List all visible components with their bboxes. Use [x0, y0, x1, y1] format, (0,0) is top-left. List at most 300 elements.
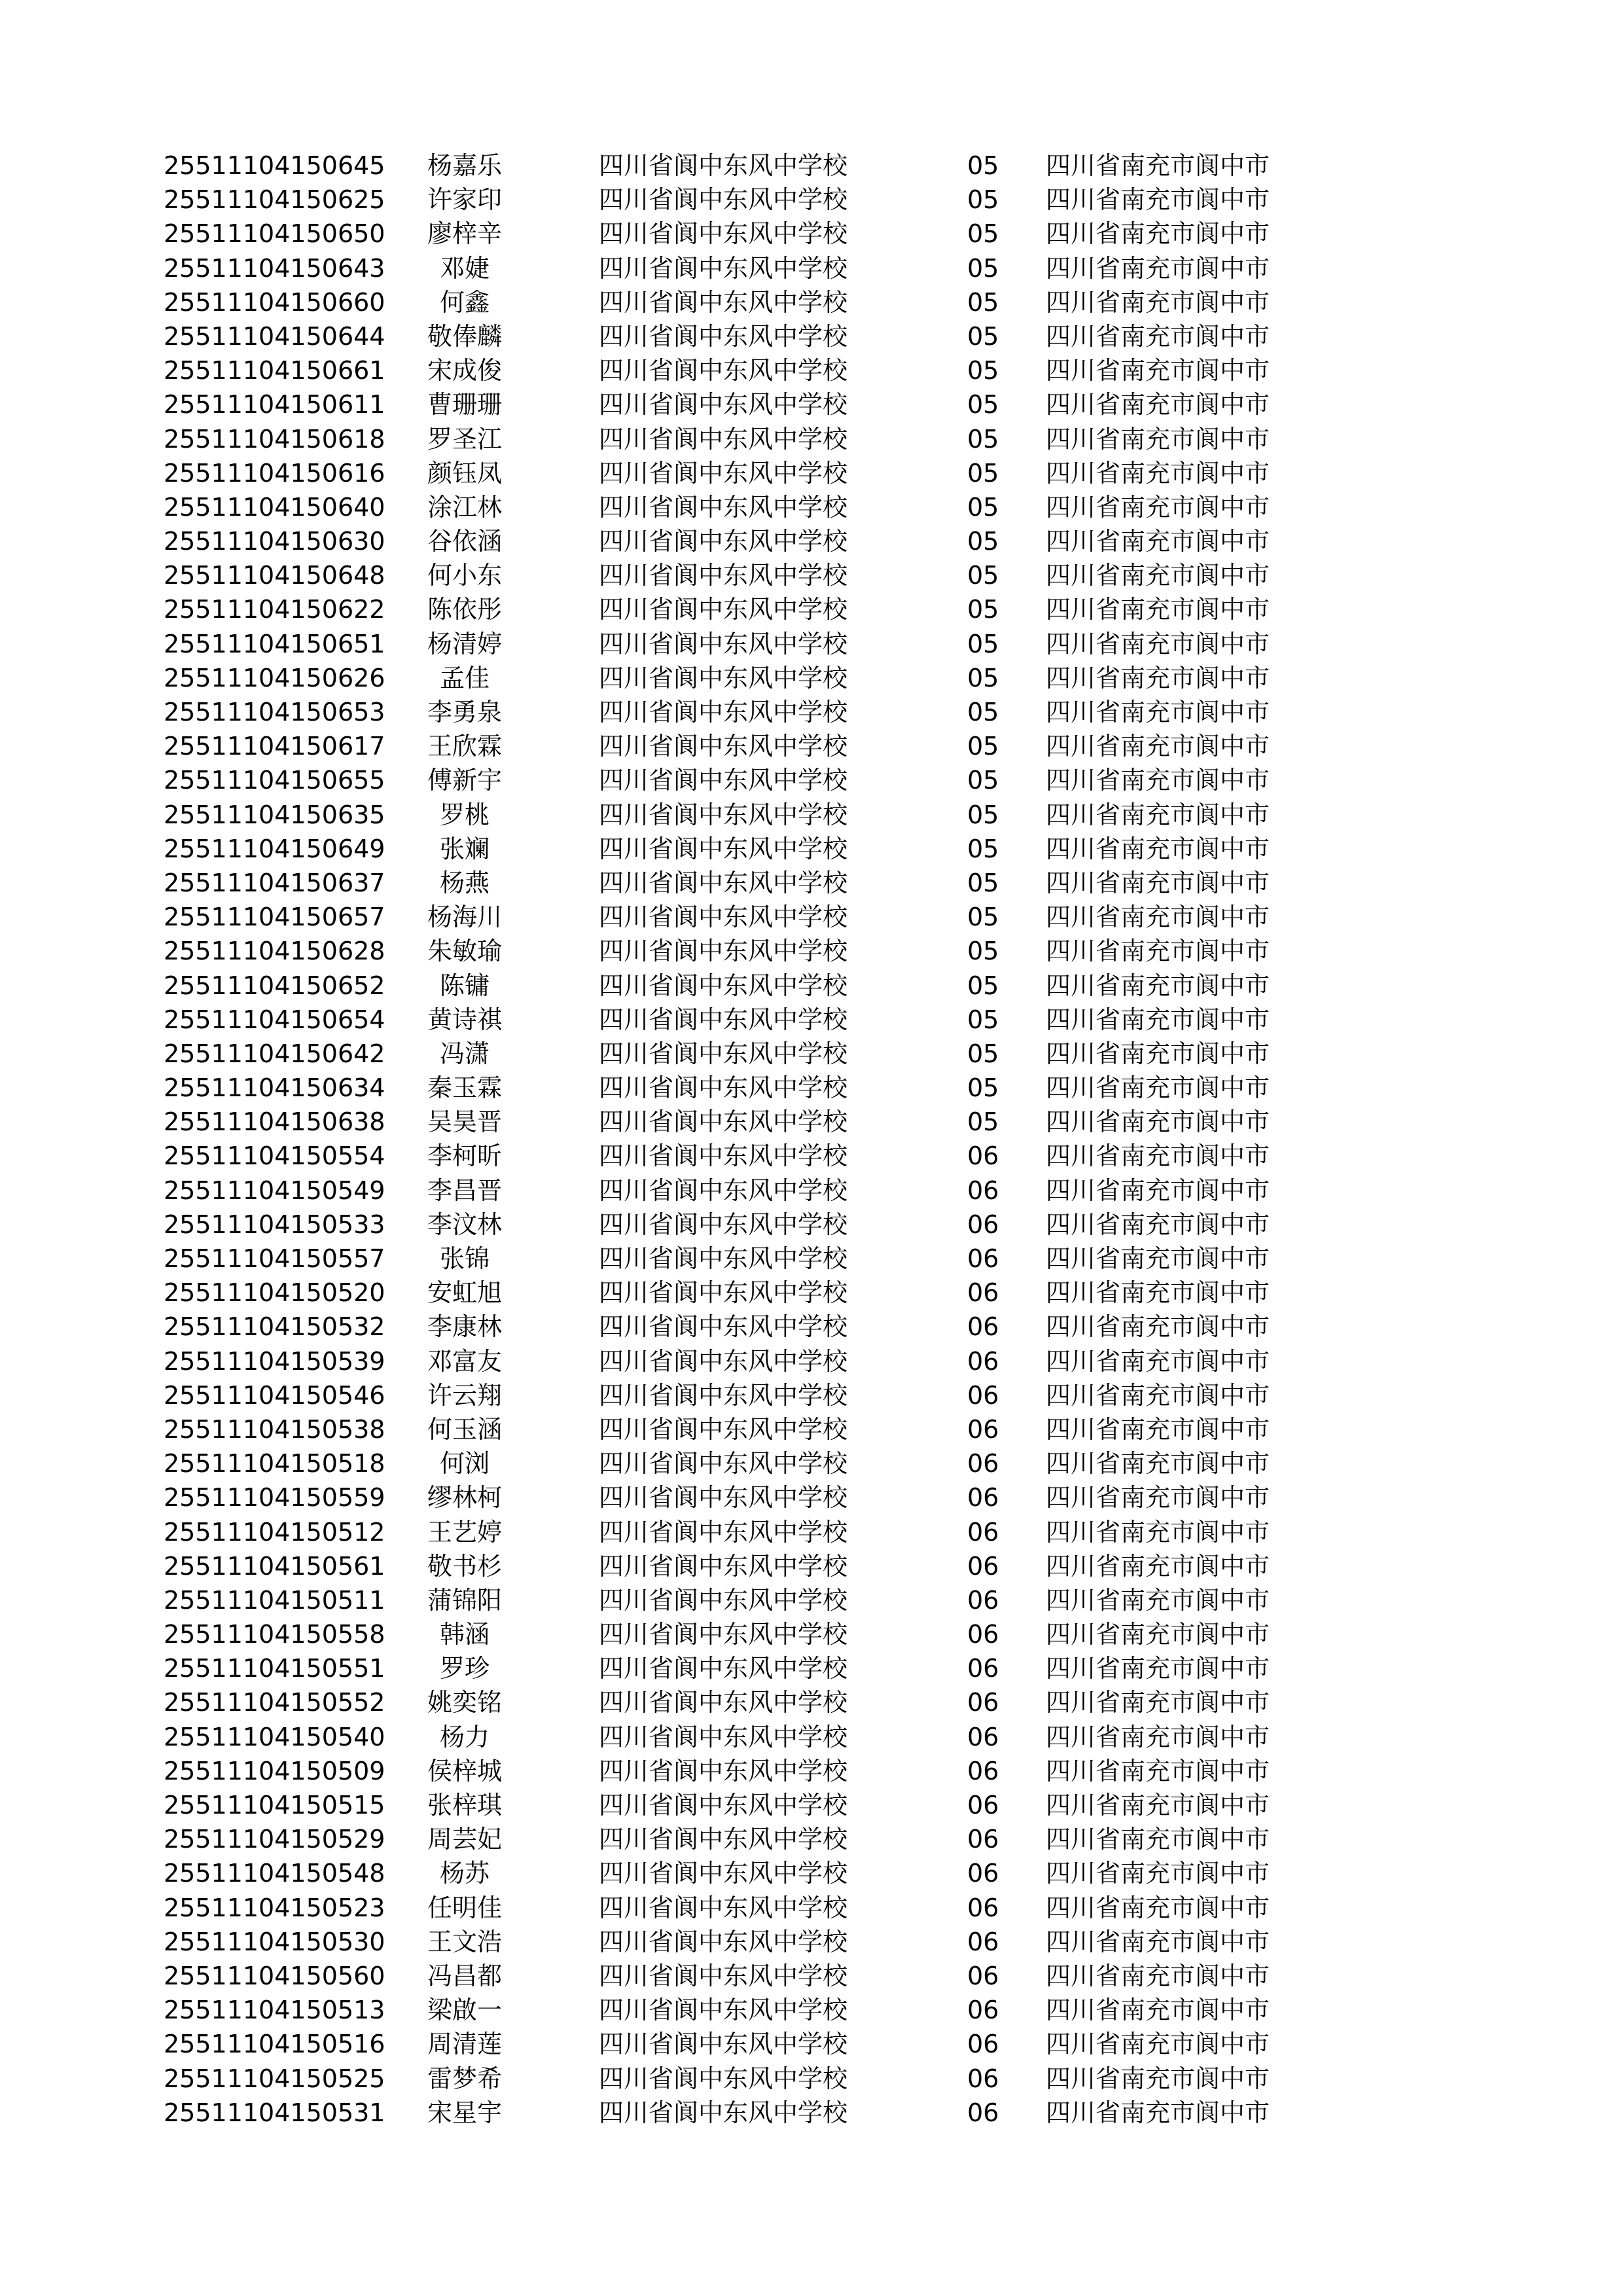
table-row	[0, 2027, 1623, 2061]
school-name-cell: 四川省阆中东风中学校	[599, 2030, 848, 2059]
class-number-cell: 06	[967, 1244, 999, 1273]
class-number-cell: 06	[967, 1141, 999, 1171]
region-cell: 四川省南充市阆中市	[1046, 1756, 1270, 1785]
class-number-cell: 06	[967, 1449, 999, 1479]
class-number-cell: 05	[967, 458, 999, 488]
table-row	[0, 1993, 1623, 2027]
region-cell: 四川省南充市阆中市	[1046, 1961, 1270, 1990]
student-name-cell: 罗珍	[439, 1654, 490, 1683]
school-name-cell: 四川省阆中东风中学校	[599, 1073, 848, 1103]
school-name-cell: 四川省阆中东风中学校	[599, 1722, 848, 1751]
class-number-cell: 05	[967, 527, 999, 556]
student-list-table	[0, 149, 1623, 2130]
table-row	[0, 319, 1623, 353]
region-cell: 四川省南充市阆中市	[1046, 1688, 1270, 1717]
student-name-cell: 张斓	[439, 834, 490, 863]
school-name-cell: 四川省阆中东风中学校	[599, 1688, 848, 1717]
student-name-cell: 安虹旭	[427, 1278, 502, 1308]
table-row	[0, 1583, 1623, 1617]
school-name-cell: 四川省阆中东风中学校	[599, 1825, 848, 1854]
student-name-cell: 何小东	[427, 561, 502, 590]
candidate-id-cell: 25511104150559	[164, 1483, 385, 1513]
student-name-cell: 敬俸麟	[427, 321, 502, 351]
region-cell: 四川省南充市阆中市	[1046, 1346, 1270, 1376]
candidate-id-cell: 25511104150549	[164, 1175, 385, 1205]
student-name-cell: 侯梓城	[427, 1756, 502, 1785]
school-name-cell: 四川省阆中东风中学校	[599, 1791, 848, 1820]
student-name-cell: 谷依涵	[427, 527, 502, 556]
candidate-id-cell: 25511104150551	[164, 1654, 385, 1683]
candidate-id-cell: 25511104150640	[164, 492, 385, 522]
student-name-cell: 宋星宇	[427, 2098, 502, 2127]
school-name-cell: 四川省阆中东风中学校	[599, 1893, 848, 1922]
school-name-cell: 四川省阆中东风中学校	[599, 287, 848, 317]
class-number-cell: 06	[967, 1414, 999, 1444]
table-row	[0, 900, 1623, 934]
class-number-cell: 06	[967, 1961, 999, 1990]
student-name-cell: 姚奕铭	[427, 1688, 502, 1717]
region-cell: 四川省南充市阆中市	[1046, 732, 1270, 761]
class-number-cell: 05	[967, 185, 999, 215]
region-cell: 四川省南充市阆中市	[1046, 1380, 1270, 1410]
region-cell: 四川省南充市阆中市	[1046, 390, 1270, 420]
class-number-cell: 06	[967, 1756, 999, 1785]
table-row	[0, 1344, 1623, 1378]
class-number-cell: 05	[967, 766, 999, 795]
region-cell: 四川省南充市阆中市	[1046, 1927, 1270, 1956]
region-cell: 四川省南充市阆中市	[1046, 1039, 1270, 1068]
table-row	[0, 1446, 1623, 1480]
class-number-cell: 05	[967, 356, 999, 386]
class-number-cell: 05	[967, 321, 999, 351]
student-name-cell: 朱敏瑜	[427, 937, 502, 966]
student-name-cell: 许云翔	[427, 1380, 502, 1410]
table-row	[0, 251, 1623, 285]
candidate-id-cell: 25511104150643	[164, 253, 385, 283]
region-cell: 四川省南充市阆中市	[1046, 698, 1270, 726]
table-row	[0, 2062, 1623, 2096]
region-cell: 四川省南充市阆中市	[1046, 1791, 1270, 1820]
region-cell: 四川省南充市阆中市	[1046, 595, 1270, 624]
candidate-id-cell: 25511104150560	[164, 1961, 385, 1990]
student-name-cell: 何浏	[439, 1449, 490, 1479]
school-name-cell: 四川省阆中东风中学校	[599, 1859, 848, 1888]
class-number-cell: 05	[967, 971, 999, 1000]
student-name-cell: 王欣霖	[427, 732, 502, 761]
table-row	[0, 934, 1623, 968]
student-name-cell: 张梓琪	[427, 1791, 502, 1820]
candidate-id-cell: 25511104150653	[164, 698, 385, 726]
candidate-id-cell: 25511104150657	[164, 903, 385, 932]
school-name-cell: 四川省阆中东风中学校	[599, 971, 848, 1000]
region-cell: 四川省南充市阆中市	[1046, 800, 1270, 829]
student-name-cell: 罗圣江	[427, 424, 502, 454]
table-row	[0, 1003, 1623, 1037]
candidate-id-cell: 25511104150548	[164, 1859, 385, 1888]
class-number-cell: 05	[967, 800, 999, 829]
school-name-cell: 四川省阆中东风中学校	[599, 1551, 848, 1581]
school-name-cell: 四川省阆中东风中学校	[599, 1039, 848, 1068]
region-cell: 四川省南充市阆中市	[1046, 492, 1270, 522]
region-cell: 四川省南充市阆中市	[1046, 321, 1270, 351]
class-number-cell: 06	[967, 1791, 999, 1820]
class-number-cell: 06	[967, 1517, 999, 1547]
table-row	[0, 1720, 1623, 1754]
class-number-cell: 06	[967, 1825, 999, 1854]
student-name-cell: 陈依彤	[427, 595, 502, 624]
school-name-cell: 四川省阆中东风中学校	[599, 1654, 848, 1683]
region-cell: 四川省南充市阆中市	[1046, 287, 1270, 317]
student-name-cell: 周清莲	[427, 2030, 502, 2059]
region-cell: 四川省南充市阆中市	[1046, 1073, 1270, 1103]
student-name-cell: 雷梦希	[427, 2064, 502, 2093]
class-number-cell: 05	[967, 834, 999, 863]
school-name-cell: 四川省阆中东风中学校	[599, 458, 848, 488]
school-name-cell: 四川省阆中东风中学校	[599, 937, 848, 966]
school-name-cell: 四川省阆中东风中学校	[599, 151, 848, 180]
student-name-cell: 邓富友	[427, 1346, 502, 1376]
region-cell: 四川省南充市阆中市	[1046, 1825, 1270, 1854]
class-number-cell: 05	[967, 595, 999, 624]
school-name-cell: 四川省阆中东风中学校	[599, 732, 848, 761]
candidate-id-cell: 25511104150648	[164, 561, 385, 590]
student-name-cell: 梁啟一	[427, 1996, 502, 2025]
table-row	[0, 969, 1623, 1003]
class-number-cell: 06	[967, 1927, 999, 1956]
table-row	[0, 1891, 1623, 1925]
student-name-cell: 杨清婷	[427, 629, 502, 658]
class-number-cell: 05	[967, 424, 999, 454]
class-number-cell: 06	[967, 1278, 999, 1308]
class-number-cell: 05	[967, 492, 999, 522]
candidate-id-cell: 25511104150552	[164, 1688, 385, 1717]
student-name-cell: 廖梓辛	[427, 219, 502, 249]
candidate-id-cell: 25511104150634	[164, 1073, 385, 1103]
student-name-cell: 何玉涵	[427, 1414, 502, 1444]
table-row	[0, 1651, 1623, 1685]
table-row	[0, 1412, 1623, 1446]
region-cell: 四川省南充市阆中市	[1046, 219, 1270, 249]
table-row	[0, 1310, 1623, 1344]
class-number-cell: 05	[967, 868, 999, 897]
candidate-id-cell: 25511104150538	[164, 1414, 385, 1444]
class-number-cell: 06	[967, 1620, 999, 1649]
table-row	[0, 1549, 1623, 1583]
region-cell: 四川省南充市阆中市	[1046, 1893, 1270, 1922]
student-name-cell: 李汶林	[427, 1210, 502, 1239]
table-row	[0, 1037, 1623, 1071]
class-number-cell: 06	[967, 2030, 999, 2059]
table-row	[0, 1515, 1623, 1549]
candidate-id-cell: 25511104150529	[164, 1825, 385, 1854]
student-name-cell: 李昌晋	[427, 1175, 502, 1205]
student-name-cell: 杨力	[439, 1722, 490, 1751]
candidate-id-cell: 25511104150661	[164, 356, 385, 386]
region-cell: 四川省南充市阆中市	[1046, 766, 1270, 795]
school-name-cell: 四川省阆中东风中学校	[599, 1244, 848, 1273]
table-row	[0, 1925, 1623, 1959]
school-name-cell: 四川省阆中东风中学校	[599, 903, 848, 932]
table-row	[0, 1617, 1623, 1651]
class-number-cell: 05	[967, 629, 999, 658]
school-name-cell: 四川省阆中东风中学校	[599, 2098, 848, 2127]
class-number-cell: 05	[967, 1073, 999, 1103]
table-row	[0, 490, 1623, 524]
candidate-id-cell: 25511104150554	[164, 1141, 385, 1171]
table-row	[0, 832, 1623, 866]
class-number-cell: 05	[967, 1005, 999, 1034]
region-cell: 四川省南充市阆中市	[1046, 1107, 1270, 1137]
candidate-id-cell: 25511104150616	[164, 458, 385, 488]
table-row	[0, 1685, 1623, 1719]
table-row	[0, 1105, 1623, 1139]
region-cell: 四川省南充市阆中市	[1046, 1620, 1270, 1649]
table-row	[0, 387, 1623, 422]
class-number-cell: 06	[967, 2064, 999, 2093]
school-name-cell: 四川省阆中东风中学校	[599, 561, 848, 590]
student-name-cell: 秦玉霖	[427, 1073, 502, 1103]
candidate-id-cell: 25511104150509	[164, 1756, 385, 1785]
candidate-id-cell: 25511104150531	[164, 2098, 385, 2127]
candidate-id-cell: 25511104150557	[164, 1244, 385, 1273]
school-name-cell: 四川省阆中东风中学校	[599, 834, 848, 863]
table-row	[0, 695, 1623, 729]
candidate-id-cell: 25511104150626	[164, 663, 385, 692]
region-cell: 四川省南充市阆中市	[1046, 1859, 1270, 1888]
region-cell: 四川省南充市阆中市	[1046, 1551, 1270, 1581]
table-row	[0, 866, 1623, 900]
student-name-cell: 任明佳	[427, 1893, 502, 1922]
student-name-cell: 罗桃	[439, 800, 490, 829]
candidate-id-cell: 25511104150618	[164, 424, 385, 454]
school-name-cell: 四川省阆中东风中学校	[599, 800, 848, 829]
school-name-cell: 四川省阆中东风中学校	[599, 1517, 848, 1547]
table-row	[0, 353, 1623, 387]
class-number-cell: 05	[967, 732, 999, 761]
school-name-cell: 四川省阆中东风中学校	[599, 1756, 848, 1785]
school-name-cell: 四川省阆中东风中学校	[599, 1346, 848, 1376]
school-name-cell: 四川省阆中东风中学校	[599, 185, 848, 215]
table-row	[0, 524, 1623, 558]
candidate-id-cell: 25511104150533	[164, 1210, 385, 1239]
region-cell: 四川省南充市阆中市	[1046, 937, 1270, 966]
student-name-cell: 李勇泉	[427, 698, 502, 726]
school-name-cell: 四川省阆中东风中学校	[599, 1961, 848, 1990]
candidate-id-cell: 25511104150654	[164, 1005, 385, 1034]
candidate-id-cell: 25511104150525	[164, 2064, 385, 2093]
class-number-cell: 06	[967, 2098, 999, 2127]
school-name-cell: 四川省阆中东风中学校	[599, 1927, 848, 1956]
student-name-cell: 敬书杉	[427, 1551, 502, 1581]
region-cell: 四川省南充市阆中市	[1046, 1449, 1270, 1479]
table-row	[0, 1276, 1623, 1310]
table-row	[0, 2096, 1623, 2130]
school-name-cell: 四川省阆中东风中学校	[599, 219, 848, 249]
school-name-cell: 四川省阆中东风中学校	[599, 1483, 848, 1513]
candidate-id-cell: 25511104150651	[164, 629, 385, 658]
student-name-cell: 陈镛	[439, 971, 490, 1000]
region-cell: 四川省南充市阆中市	[1046, 1278, 1270, 1308]
class-number-cell: 05	[967, 561, 999, 590]
candidate-id-cell: 25511104150539	[164, 1346, 385, 1376]
table-row	[0, 217, 1623, 251]
region-cell: 四川省南充市阆中市	[1046, 834, 1270, 863]
table-row	[0, 1139, 1623, 1173]
class-number-cell: 05	[967, 903, 999, 932]
table-row	[0, 1822, 1623, 1856]
candidate-id-cell: 25511104150523	[164, 1893, 385, 1922]
school-name-cell: 四川省阆中东风中学校	[599, 1107, 848, 1137]
school-name-cell: 四川省阆中东风中学校	[599, 1996, 848, 2025]
table-row	[0, 1480, 1623, 1515]
student-name-cell: 颜钰凤	[427, 458, 502, 488]
region-cell: 四川省南充市阆中市	[1046, 1312, 1270, 1342]
table-row	[0, 558, 1623, 592]
region-cell: 四川省南充市阆中市	[1046, 1141, 1270, 1171]
region-cell: 四川省南充市阆中市	[1046, 356, 1270, 386]
candidate-id-cell: 25511104150513	[164, 1996, 385, 2025]
class-number-cell: 06	[967, 1551, 999, 1581]
student-name-cell: 张锦	[439, 1244, 490, 1273]
region-cell: 四川省南充市阆中市	[1046, 151, 1270, 180]
class-number-cell: 06	[967, 1688, 999, 1717]
candidate-id-cell: 25511104150611	[164, 390, 385, 420]
class-number-cell: 05	[967, 151, 999, 180]
candidate-id-cell: 25511104150635	[164, 800, 385, 829]
candidate-id-cell: 25511104150520	[164, 1278, 385, 1308]
candidate-id-cell: 25511104150512	[164, 1517, 385, 1547]
region-cell: 四川省南充市阆中市	[1046, 253, 1270, 283]
table-row	[0, 1856, 1623, 1890]
region-cell: 四川省南充市阆中市	[1046, 1005, 1270, 1034]
table-row	[0, 592, 1623, 626]
candidate-id-cell: 25511104150645	[164, 151, 385, 180]
candidate-id-cell: 25511104150558	[164, 1620, 385, 1649]
class-number-cell: 06	[967, 1654, 999, 1683]
table-row	[0, 1378, 1623, 1412]
student-name-cell: 王文浩	[427, 1927, 502, 1956]
school-name-cell: 四川省阆中东风中学校	[599, 629, 848, 658]
region-cell: 四川省南充市阆中市	[1046, 185, 1270, 215]
school-name-cell: 四川省阆中东风中学校	[599, 1585, 848, 1615]
school-name-cell: 四川省阆中东风中学校	[599, 424, 848, 454]
table-row	[0, 798, 1623, 832]
region-cell: 四川省南充市阆中市	[1046, 1483, 1270, 1513]
region-cell: 四川省南充市阆中市	[1046, 2098, 1270, 2127]
school-name-cell: 四川省阆中东风中学校	[599, 1141, 848, 1171]
student-name-cell: 傅新宇	[427, 766, 502, 795]
candidate-id-cell: 25511104150638	[164, 1107, 385, 1137]
table-row	[0, 729, 1623, 763]
table-row	[0, 456, 1623, 490]
region-cell: 四川省南充市阆中市	[1046, 527, 1270, 556]
table-row	[0, 1959, 1623, 1993]
student-name-cell: 许家印	[427, 185, 502, 215]
region-cell: 四川省南充市阆中市	[1046, 663, 1270, 692]
region-cell: 四川省南充市阆中市	[1046, 1414, 1270, 1444]
class-number-cell: 05	[967, 390, 999, 420]
student-name-cell: 杨海川	[427, 903, 502, 932]
class-number-cell: 05	[967, 219, 999, 249]
region-cell: 四川省南充市阆中市	[1046, 903, 1270, 932]
candidate-id-cell: 25511104150630	[164, 527, 385, 556]
region-cell: 四川省南充市阆中市	[1046, 1722, 1270, 1751]
candidate-id-cell: 25511104150540	[164, 1722, 385, 1751]
school-name-cell: 四川省阆中东风中学校	[599, 390, 848, 420]
school-name-cell: 四川省阆中东风中学校	[599, 1005, 848, 1034]
candidate-id-cell: 25511104150622	[164, 595, 385, 624]
class-number-cell: 05	[967, 253, 999, 283]
candidate-id-cell: 25511104150644	[164, 321, 385, 351]
candidate-id-cell: 25511104150532	[164, 1312, 385, 1342]
school-name-cell: 四川省阆中东风中学校	[599, 595, 848, 624]
table-row	[0, 422, 1623, 456]
class-number-cell: 06	[967, 1859, 999, 1888]
student-name-cell: 曹珊珊	[427, 390, 502, 420]
school-name-cell: 四川省阆中东风中学校	[599, 1380, 848, 1410]
class-number-cell: 05	[967, 1107, 999, 1137]
school-name-cell: 四川省阆中东风中学校	[599, 698, 848, 726]
student-name-cell: 李柯昕	[427, 1141, 502, 1171]
table-row	[0, 1208, 1623, 1242]
student-name-cell: 吴昊晋	[427, 1107, 502, 1137]
candidate-id-cell: 25511104150530	[164, 1927, 385, 1956]
class-number-cell: 06	[967, 1996, 999, 2025]
region-cell: 四川省南充市阆中市	[1046, 1654, 1270, 1683]
student-name-cell: 缪林柯	[427, 1483, 502, 1513]
class-number-cell: 05	[967, 1039, 999, 1068]
class-number-cell: 05	[967, 937, 999, 966]
student-name-cell: 宋成俊	[427, 356, 502, 386]
candidate-id-cell: 25511104150650	[164, 219, 385, 249]
table-row	[0, 661, 1623, 695]
candidate-id-cell: 25511104150515	[164, 1791, 385, 1820]
school-name-cell: 四川省阆中东风中学校	[599, 527, 848, 556]
region-cell: 四川省南充市阆中市	[1046, 1517, 1270, 1547]
school-name-cell: 四川省阆中东风中学校	[599, 663, 848, 692]
student-name-cell: 黄诗祺	[427, 1005, 502, 1034]
student-name-cell: 何鑫	[439, 287, 490, 317]
candidate-id-cell: 25511104150660	[164, 287, 385, 317]
table-row	[0, 1242, 1623, 1276]
region-cell: 四川省南充市阆中市	[1046, 1244, 1270, 1273]
table-row	[0, 183, 1623, 217]
table-row	[0, 627, 1623, 661]
class-number-cell: 06	[967, 1346, 999, 1376]
student-name-cell: 杨苏	[439, 1859, 490, 1888]
student-name-cell: 杨嘉乐	[427, 151, 502, 180]
school-name-cell: 四川省阆中东风中学校	[599, 1278, 848, 1308]
class-number-cell: 06	[967, 1175, 999, 1205]
region-cell: 四川省南充市阆中市	[1046, 629, 1270, 658]
candidate-id-cell: 25511104150642	[164, 1039, 385, 1068]
candidate-id-cell: 25511104150655	[164, 766, 385, 795]
candidate-id-cell: 25511104150637	[164, 868, 385, 897]
student-name-cell: 涂江林	[427, 492, 502, 522]
school-name-cell: 四川省阆中东风中学校	[599, 1414, 848, 1444]
school-name-cell: 四川省阆中东风中学校	[599, 1449, 848, 1479]
region-cell: 四川省南充市阆中市	[1046, 971, 1270, 1000]
candidate-id-cell: 25511104150628	[164, 937, 385, 966]
school-name-cell: 四川省阆中东风中学校	[599, 1175, 848, 1205]
table-row	[0, 149, 1623, 183]
student-name-cell: 孟佳	[439, 663, 490, 692]
region-cell: 四川省南充市阆中市	[1046, 1210, 1270, 1239]
region-cell: 四川省南充市阆中市	[1046, 1585, 1270, 1615]
candidate-id-cell: 25511104150518	[164, 1449, 385, 1479]
class-number-cell: 06	[967, 1380, 999, 1410]
candidate-id-cell: 25511104150617	[164, 732, 385, 761]
